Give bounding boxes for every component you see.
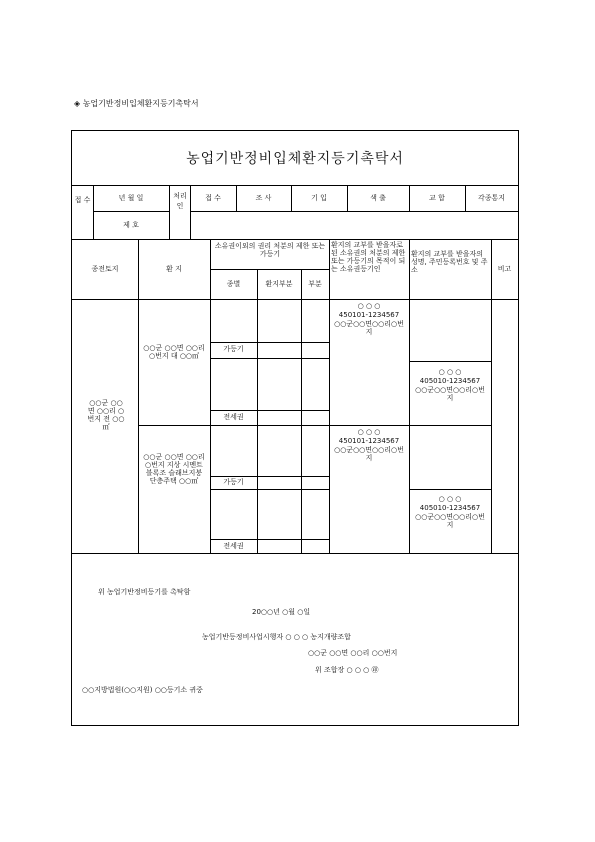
right-kind-2b: 전세권 <box>223 542 244 550</box>
previous-land-text: ○○군 ○○면 ○○리 ○번지 전 ○○㎡ <box>87 399 125 431</box>
step-receipt: 접 수 <box>205 194 221 202</box>
step-collate: 교 합 <box>429 194 445 202</box>
col-part: 환지부분 <box>265 280 293 288</box>
owner-addr-2: ○○군○○면○○리○번지 <box>334 446 404 462</box>
reception-number-label: 제 호 <box>123 221 139 229</box>
right-kind-1a: 가등기 <box>223 345 244 353</box>
recipient-addr-2: ○○군○○면○○리○번지 <box>415 513 485 529</box>
chairperson: 위 조합장 ○ ○ ○ ㊞ <box>315 666 379 674</box>
request-statement: 위 농업기반정비등기를 촉탁함 <box>98 588 191 596</box>
owner-id-2: 450101-1234567 <box>338 437 400 445</box>
step-investigate: 조 사 <box>255 194 272 202</box>
col-replot: 환 지 <box>166 265 182 273</box>
request-date: 20○○년 ○월 ○일 <box>252 608 311 616</box>
owner-name-1: ○ ○ ○ <box>357 302 381 310</box>
applicant-address: ○○군 ○○면 ○○리 ○○번지 <box>308 649 398 657</box>
applicant: 농업기반등정비사업시행자 ○ ○ ○ 농지개량조합 <box>202 633 351 641</box>
registry-office: ○○지방법원(○○지원) ○○등기소 귀중 <box>82 686 203 694</box>
replot-text-2: ○○군 ○○면 ○○리 ○번지 지상 시멘트블록조 슬래브지붕 단층주택 ○○㎡ <box>143 453 205 485</box>
col-note: 비고 <box>497 265 512 273</box>
col-recipient: 환지의 교부를 받을자의 성명, 주민등록번호 및 주소 <box>411 250 488 274</box>
col-kind: 종별 <box>226 280 241 288</box>
owner-name-2: ○ ○ ○ <box>357 428 381 436</box>
recipient-id-2: 405010-1234567 <box>419 504 481 512</box>
document-header: ◈ 농업기반정비입체환지등기촉탁서 <box>74 99 199 108</box>
col-previous-land: 종전토지 <box>91 265 119 273</box>
recipient-addr-1: ○○군○○면○○리○번지 <box>415 386 485 402</box>
replot-text-1: ○○군 ○○면 ○○리 ○번지 대 ○○㎡ <box>143 344 205 360</box>
reception-label: 접 수 <box>74 196 91 204</box>
recipient-name-2: ○ ○ ○ <box>438 495 462 503</box>
reception-date-label: 년 월 일 <box>118 194 144 202</box>
owner-id-1: 450101-1234567 <box>338 311 400 319</box>
col-owner: 환지의 교부를 받을자로된 소유권의 처분의 제한 또는 가등기의 목적이 되는 소유권등기인 <box>331 241 406 273</box>
recipient-id-1: 405010-1234567 <box>419 377 481 385</box>
handler-label: 처리인 <box>173 192 187 210</box>
recipient-name-1: ○ ○ ○ <box>438 368 462 376</box>
col-other-rights: 소유권이외의 권리 처분의 제한 또는 가등기 <box>214 242 326 258</box>
step-index: 색 출 <box>370 194 386 202</box>
form-title: 농업기반정비입체환지등기촉탁서 <box>186 151 404 167</box>
form-frame <box>71 130 519 726</box>
col-share: 부분 <box>308 280 322 288</box>
step-entry: 기 입 <box>311 194 327 202</box>
step-notice: 각종통지 <box>477 194 506 202</box>
right-kind-2a: 가등기 <box>223 478 244 486</box>
owner-addr-1: ○○군○○면○○리○번지 <box>334 320 404 336</box>
right-kind-1b: 전세권 <box>223 413 244 421</box>
